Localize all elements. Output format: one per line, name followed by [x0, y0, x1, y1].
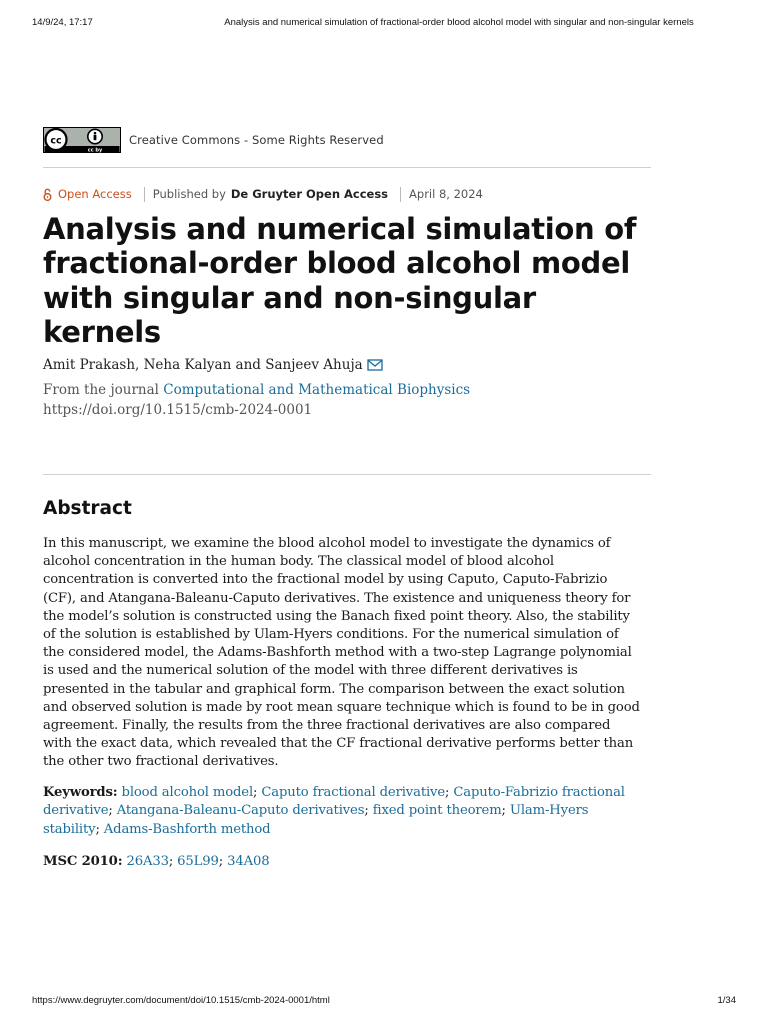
journal-line — [43, 382, 470, 398]
open-access-badge[interactable] — [43, 187, 132, 201]
keywords-block: Keywords: blood alcohol model; Caputo fractional derivative; Caputo-Fabrizio fractional derivative; Atangana-Baleanu-Caputo derivatives; fixed point theorem; Ulam-Hyers stability; Adams-Bashforth method — [43, 785, 625, 837]
authors[interactable]: Amit Prakash, Neha Kalyan and Sanjeev Ahuja — [43, 357, 363, 373]
publisher-link[interactable]: De Gruyter Open Access — [230, 187, 389, 201]
print-url: https://www.degruyter.com/document/doi/10.1515/cmb-2024-0001/html — [32, 995, 330, 1006]
keyword-link[interactable]: derivative — [43, 803, 109, 819]
published-by-label: Published by — [152, 187, 226, 201]
abstract-heading: Abstract — [43, 498, 132, 519]
title-line: fractional-order blood alcohol model — [43, 246, 630, 281]
keyword-link[interactable]: Caputo-Fabrizio fractional — [453, 785, 625, 800]
license-row — [43, 127, 384, 153]
keyword-link[interactable]: blood alcohol model — [121, 785, 254, 800]
meta-separator — [400, 187, 401, 202]
msc-code-link[interactable]: 65L99 — [177, 854, 219, 869]
keyword-link[interactable]: Caputo fractional derivative — [261, 785, 445, 800]
keyword-link[interactable]: Atangana-Baleanu-Caputo derivatives — [116, 803, 365, 819]
print-datetime: 14/9/24, 17:17 — [32, 17, 93, 28]
keyword-link[interactable]: Ulam-Hyers — [509, 803, 589, 819]
article-title — [43, 212, 651, 349]
svg-text:cc: cc — [50, 135, 62, 147]
abstract-line: the other two fractional derivatives. — [43, 754, 279, 770]
abstract-line: (CF), and Atangana-Baleanu-Caputo derivatives. The existence and uniqueness theory for — [43, 590, 631, 606]
page-number: 1/34 — [717, 995, 736, 1006]
divider — [43, 474, 651, 475]
print-footer — [32, 995, 736, 1009]
msc-codes: MSC 2010: 26A33; 65L99; 34A08 — [43, 854, 270, 869]
keyword-link[interactable]: stability — [43, 821, 96, 837]
open-lock-icon — [43, 188, 52, 201]
msc-code-link[interactable]: 34A08 — [227, 854, 270, 869]
title-line: Analysis and numerical simulation of — [43, 212, 637, 246]
email-icon[interactable] — [367, 359, 383, 371]
abstract-line: In this manuscript, we examine the blood alcohol model to investigate the dynamics of — [43, 536, 611, 551]
doi-link[interactable]: https://doi.org/10.1515/cmb-2024-0001 — [43, 402, 313, 418]
abstract-line: agreement. Finally, the results from the three fractional derivatives are also compared — [43, 717, 611, 733]
article-meta — [43, 186, 483, 202]
svg-text:cc by: cc by — [87, 147, 103, 153]
keyword-link[interactable]: Adams-Bashforth method — [103, 821, 271, 837]
keyword-link[interactable]: fixed point theorem — [372, 803, 502, 819]
print-header — [32, 17, 736, 31]
abstract-line: the model’s solution is constructed using the Banach fixed point theory. Also, the stability — [43, 608, 630, 624]
keywords-label: Keywords: — [43, 785, 118, 800]
abstract-line: presented in the tabular and graphical form. The comparison between the exact solution — [43, 681, 625, 697]
meta-separator — [144, 187, 145, 202]
authors-line — [43, 357, 383, 373]
msc-code-link[interactable]: 26A33 — [126, 854, 169, 869]
divider — [43, 167, 651, 168]
license-text: Creative Commons - Some Rights Reserved — [129, 133, 384, 147]
abstract-line: is used and the numerical solution of the model with three different derivatives is — [43, 663, 578, 679]
abstract-line: the considered model, the Adams-Bashforth method with a two-step Lagrange polynomial — [43, 645, 632, 661]
abstract-line: of the solution is established by Ulam-Hyers conditions. For the numerical simulation of — [43, 626, 619, 642]
title-line: kernels — [43, 314, 161, 349]
open-access-label: Open Access — [58, 187, 132, 201]
journal-link[interactable]: Computational and Mathematical Biophysics — [163, 382, 471, 398]
abstract-body — [43, 535, 655, 771]
journal-prefix: From the journal — [43, 382, 159, 398]
cc-by-license-icon[interactable] — [43, 127, 121, 153]
title-line: with singular and non-singular — [43, 280, 536, 315]
abstract-line: concentration is converted into the fractional model by using Caputo, Caputo-Fabrizio — [43, 572, 608, 588]
abstract-line: alcohol concentration in the human body. The classical model of blood alcohol — [43, 554, 554, 570]
msc-label: MSC 2010: — [43, 854, 123, 869]
abstract-line: with the exact data, which revealed that the CF fractional derivative performs better than — [43, 736, 634, 752]
publication-date: April 8, 2024 — [409, 187, 483, 201]
abstract-line: and observed solution is made by root mean square technique which is found to be in good — [43, 699, 640, 715]
print-page-title: Analysis and numerical simulation of fractional-order blood alcohol model with singular and non-singular kernels — [224, 17, 694, 28]
